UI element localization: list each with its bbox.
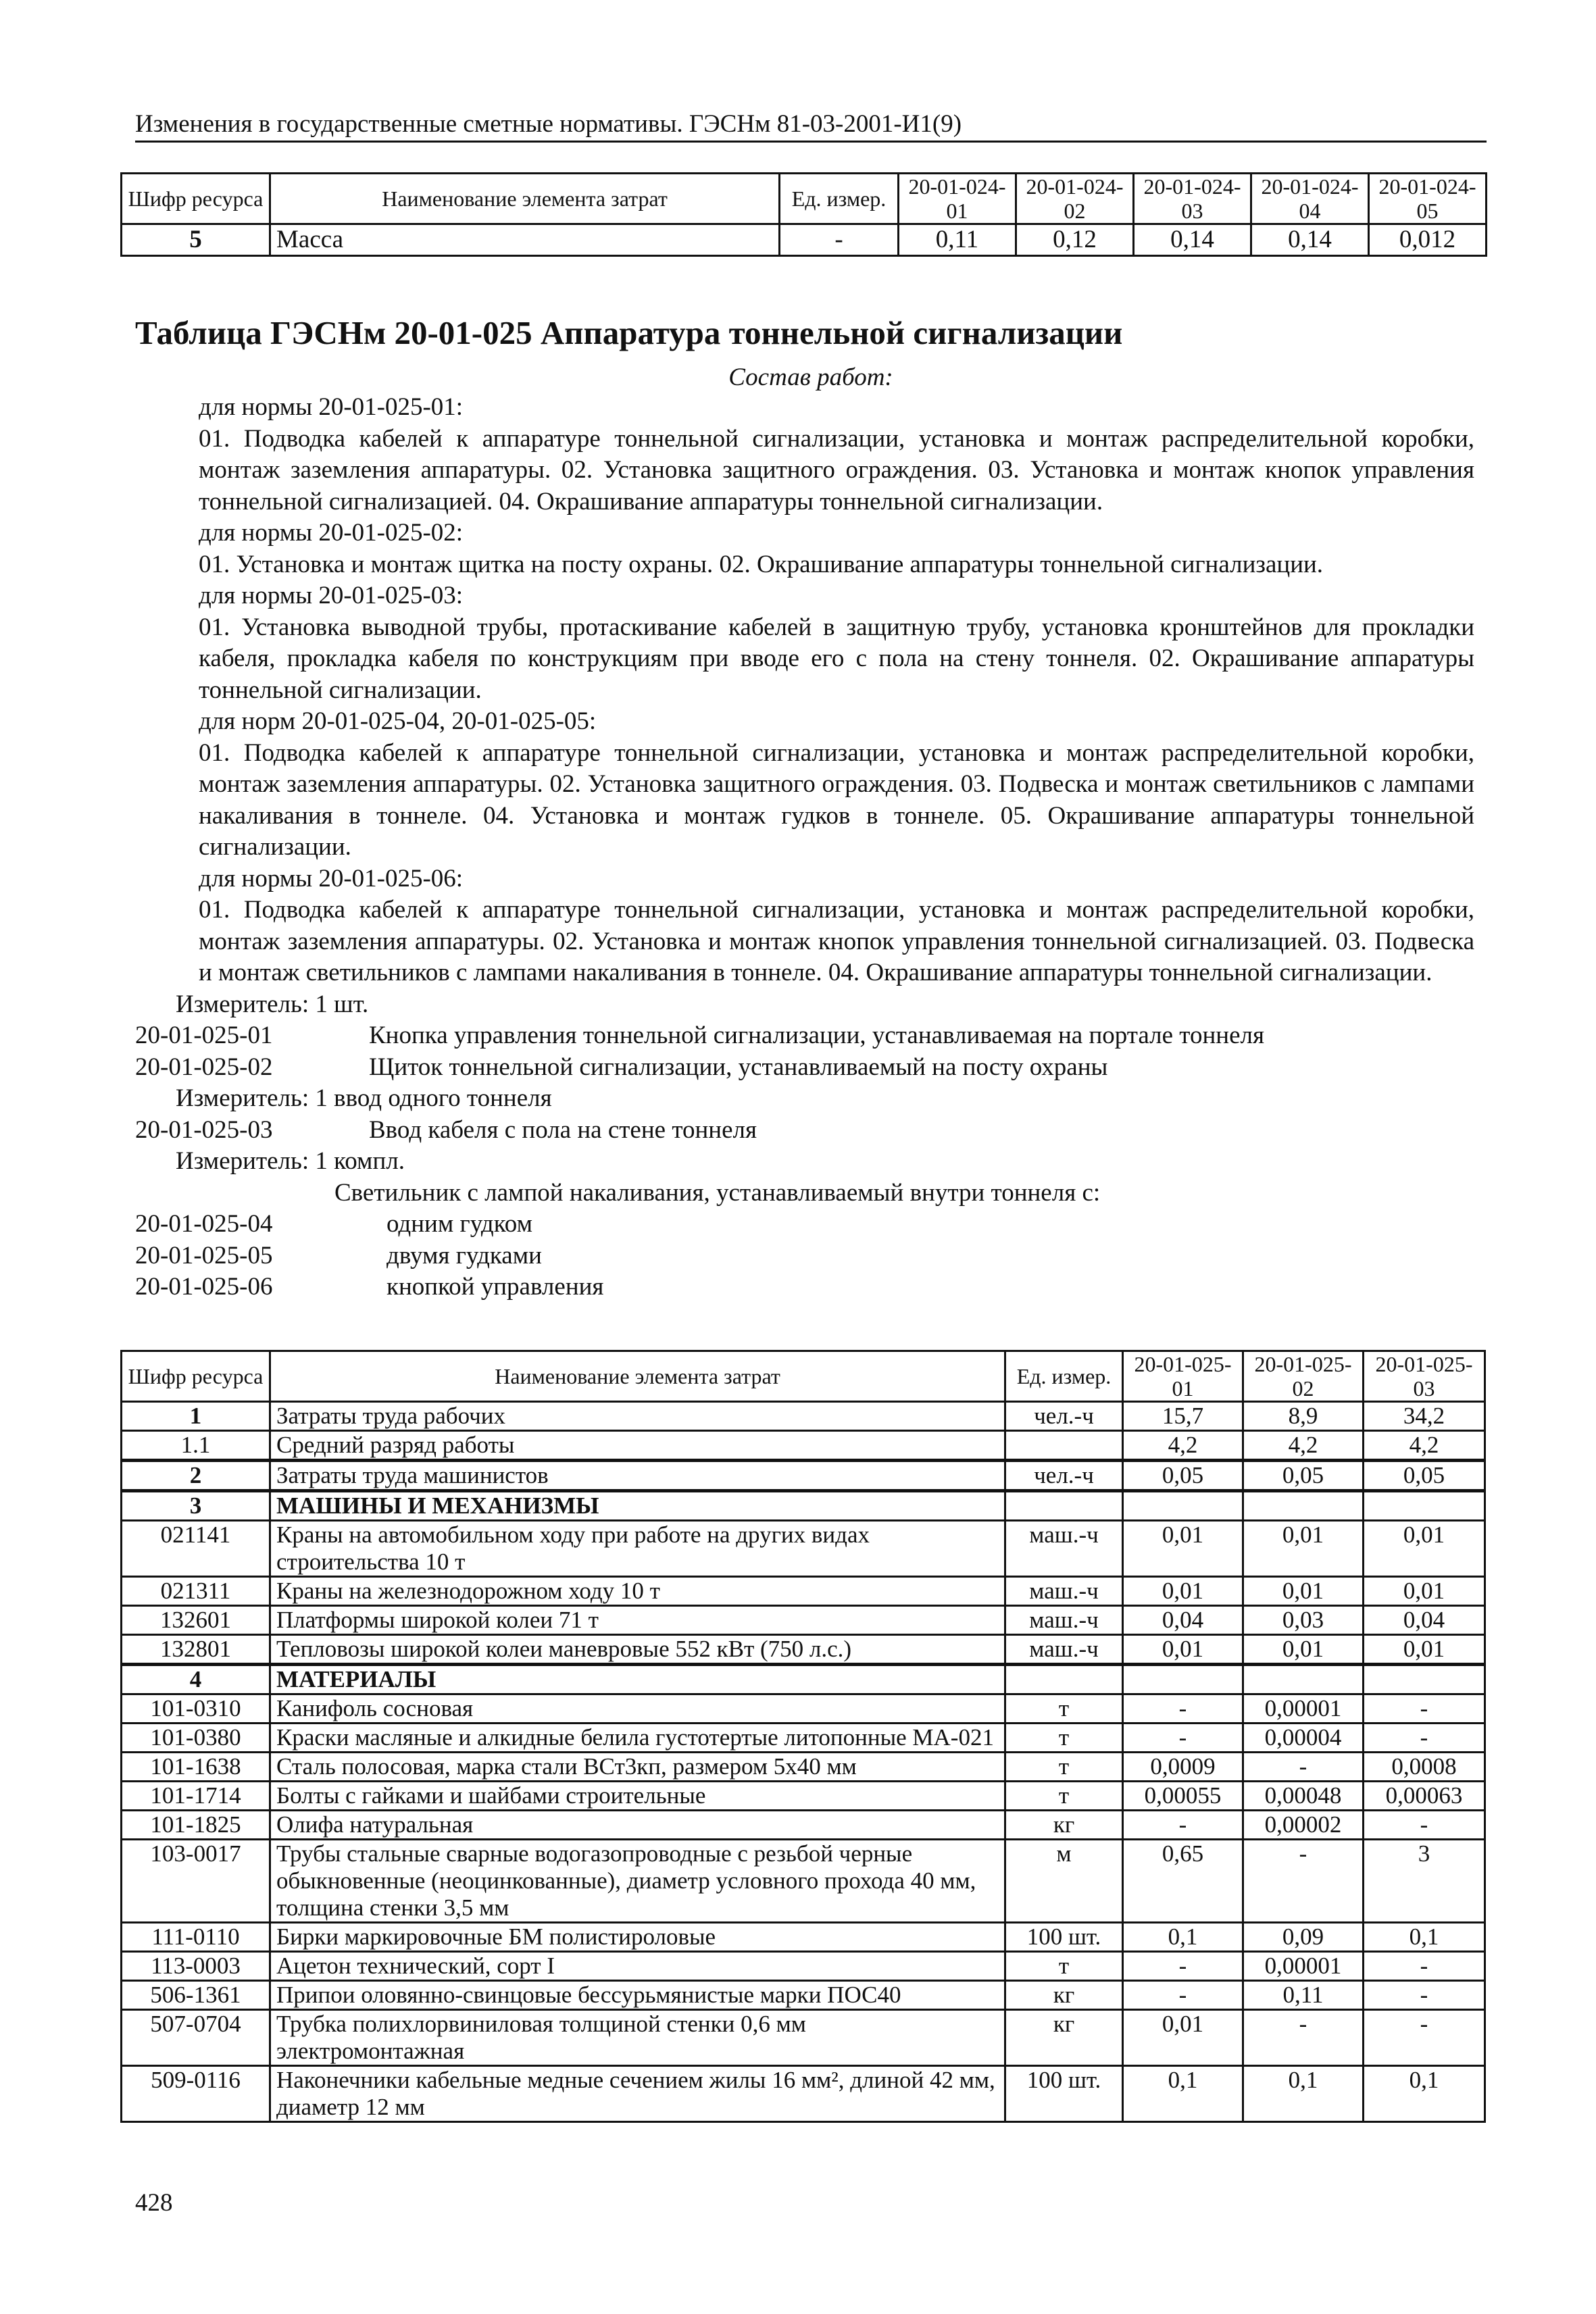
cell-name: Ацетон технический, сорт I [270, 1952, 1005, 1981]
table-title: Таблица ГЭСНм 20-01-025 Аппаратура тоннельной сигнализации [135, 314, 1123, 351]
cell-code: 132601 [122, 1606, 270, 1635]
cell-unit: 100 шт. [1005, 1923, 1123, 1952]
section-subtitle: Состав работ: [728, 363, 893, 391]
work-description: 01. Подводка кабелей к аппаратуре тоннельной сигнализации, установка и монтаж распределительной коробки, монтаж заземления аппаратуры. 02. Установка защитного ограждения. 03. Подвеска и монтаж светильников с лампами накаливания в тоннеле. 04. Установка и монтаж гудков в тоннеле. 05. Окрашивание аппаратуры тоннельной сигнализации. [199, 738, 1474, 861]
norm-code: 20-01-025-06 [135, 1273, 273, 1301]
table-row [122, 1635, 1485, 1665]
table-header-row [122, 1351, 1485, 1402]
cell-value [1364, 1491, 1485, 1521]
cell-code: 113-0003 [122, 1952, 270, 1981]
cell-name: Платформы широкой колеи 71 т [270, 1606, 1005, 1635]
cell-value: - [1123, 1952, 1243, 1981]
cell-unit: т [1005, 1952, 1123, 1981]
cell-unit: маш.-ч [1005, 1577, 1123, 1606]
cell-value: 0,01 [1123, 1521, 1243, 1577]
measure-unit: Измеритель: 1 компл. [176, 1147, 405, 1175]
norm-item [135, 1020, 1474, 1052]
table-row [122, 224, 1487, 256]
table-row [122, 1461, 1485, 1491]
table-row [122, 2010, 1485, 2066]
cell-value: 0,0008 [1364, 1753, 1485, 1782]
header-col: 20-01-024-05 [1369, 174, 1487, 224]
cell-value: 0,1 [1243, 2066, 1364, 2122]
cell-code: 507-0704 [122, 2010, 270, 2066]
cell-value [1364, 1665, 1485, 1694]
cell-value: 0,00001 [1243, 1694, 1364, 1724]
cell-name: Канифоль сосновая [270, 1694, 1005, 1724]
cell-value: 8,9 [1243, 1402, 1364, 1431]
cell-name: Краски масляные и алкидные белила густотертые литопонные МА-021 [270, 1724, 1005, 1753]
cell-value: 0,12 [1016, 224, 1134, 256]
cell-name: Трубка полихлорвиниловая толщиной стенки 0,6 мм электромонтажная [270, 2010, 1005, 2066]
norm-name: одним гудком [386, 1210, 533, 1238]
table-row [122, 1753, 1485, 1782]
norm-item [135, 1272, 1474, 1303]
cell-value: 0,04 [1364, 1606, 1485, 1635]
cell-value: 0,05 [1364, 1461, 1485, 1491]
cell-unit: м [1005, 1840, 1123, 1923]
cell-code: 021141 [122, 1521, 270, 1577]
cell-value: 0,11 [1243, 1981, 1364, 2010]
cell-value: 0,11 [899, 224, 1016, 256]
cell-value: - [1123, 1694, 1243, 1724]
cell-value: 0,1 [1123, 1923, 1243, 1952]
cell-name: Трубы стальные сварные водогазопроводные с резьбой черные обыкновенные (неоцинкованные), диаметр условного прохода 40 мм, толщина стенки 3,5 мм [270, 1840, 1005, 1923]
cell-code: 4 [122, 1665, 270, 1694]
cell-value: 0,012 [1369, 224, 1487, 256]
cell-value: 0,01 [1364, 1635, 1485, 1665]
cell-name: Наконечники кабельные медные сечением жилы 16 мм², длиной 42 мм, диаметр 12 мм [270, 2066, 1005, 2122]
cell-value: 15,7 [1123, 1402, 1243, 1431]
cell-value: 0,1 [1364, 2066, 1485, 2122]
lamp-intro: Светильник с лампой накаливания, устанавливаемый внутри тоннеля с: [334, 1178, 1101, 1207]
cell-value: 0,14 [1251, 224, 1369, 256]
cell-value: 34,2 [1364, 1402, 1485, 1431]
header-code: Шифр ресурса [122, 174, 270, 224]
cell-value: 0,1 [1364, 1923, 1485, 1952]
norm-code: 20-01-025-04 [135, 1210, 273, 1238]
cell-code: 101-1825 [122, 1811, 270, 1840]
header-col: 20-01-024-02 [1016, 174, 1134, 224]
measure-unit: Измеритель: 1 ввод одного тоннеля [176, 1084, 552, 1112]
header-col: 20-01-025-03 [1364, 1351, 1485, 1402]
cell-value: 0,00002 [1243, 1811, 1364, 1840]
page-number: 428 [135, 2189, 173, 2217]
norm-item [135, 1240, 1474, 1272]
cell-value: 0,05 [1243, 1461, 1364, 1491]
header-col: 20-01-024-03 [1134, 174, 1251, 224]
cell-unit: т [1005, 1753, 1123, 1782]
table-header-row [122, 174, 1487, 224]
cell-value: 0,01 [1243, 1635, 1364, 1665]
cell-name: Олифа натуральная [270, 1811, 1005, 1840]
cell-value: - [1123, 1981, 1243, 2010]
header-col: 20-01-024-01 [899, 174, 1016, 224]
cell-value: - [1243, 2010, 1364, 2066]
cell-name: Затраты труда машинистов [270, 1461, 1005, 1491]
header-name: Наименование элемента затрат [270, 174, 780, 224]
cell-name: Тепловозы широкой колеи маневровые 552 кВт (750 л.с.) [270, 1635, 1005, 1665]
cell-value: - [1243, 1840, 1364, 1923]
cell-value: 0,01 [1123, 1635, 1243, 1665]
table-row [122, 1811, 1485, 1840]
cell-code: 1.1 [122, 1431, 270, 1461]
header-unit: Ед. измер. [1005, 1351, 1123, 1402]
header-col: 20-01-025-02 [1243, 1351, 1364, 1402]
resource-table [120, 1350, 1486, 2123]
cell-name: Краны на автомобильном ходу при работе на других видах строительства 10 т [270, 1521, 1005, 1577]
cell-value: - [1364, 1811, 1485, 1840]
cell-value: 0,04 [1123, 1606, 1243, 1635]
table-row [122, 1665, 1485, 1694]
table-row [122, 1402, 1485, 1431]
table-row [122, 2066, 1485, 2122]
cell-name: Припои оловянно-свинцовые бессурьмянистые марки ПОС40 [270, 1981, 1005, 2010]
cell-unit: чел.-ч [1005, 1461, 1123, 1491]
cell-value: 0,00048 [1243, 1782, 1364, 1811]
cell-unit [1005, 1665, 1123, 1694]
work-description: 01. Подводка кабелей к аппаратуре тоннельной сигнализации, установка и монтаж распределительной коробки, монтаж заземления аппаратуры. 02. Установка и монтаж кнопок управления тоннельной сигнализацией. 03. Подвеска и монтаж светильников с лампами накаливания в тоннеле. 04. Окрашивание аппаратуры тоннельной сигнализации. [199, 896, 1474, 986]
cell-value: 4,2 [1243, 1431, 1364, 1461]
norm-name: Ввод кабеля с пола на стене тоннеля [369, 1115, 757, 1144]
cell-unit: кг [1005, 1811, 1123, 1840]
previous-table [120, 172, 1487, 257]
cell-value: 0,00055 [1123, 1782, 1243, 1811]
cell-value: - [1364, 1952, 1485, 1981]
cell-value [1123, 1491, 1243, 1521]
cell-unit: маш.-ч [1005, 1606, 1123, 1635]
cell-value: 0,01 [1364, 1577, 1485, 1606]
cell-value: 4,2 [1364, 1431, 1485, 1461]
table-row [122, 1952, 1485, 1981]
cell-code: 103-0017 [122, 1840, 270, 1923]
cell-value: - [1243, 1753, 1364, 1782]
cell-value [1123, 1665, 1243, 1694]
cell-unit: маш.-ч [1005, 1635, 1123, 1665]
cell-name: Средний разряд работы [270, 1431, 1005, 1461]
cell-value: 0,0009 [1123, 1753, 1243, 1782]
norm-item [135, 1209, 1474, 1240]
table-row [122, 1840, 1485, 1923]
cell-code: 509-0116 [122, 2066, 270, 2122]
cell-unit: т [1005, 1724, 1123, 1753]
cell-value: 0,1 [1123, 2066, 1243, 2122]
norm-item [135, 1052, 1474, 1084]
norm-name: Щиток тоннельной сигнализации, устанавливаемый на посту охраны [369, 1053, 1108, 1081]
table-row [122, 1521, 1485, 1577]
norm-label: для нормы 20-01-025-02: [199, 519, 464, 547]
work-composition [135, 392, 1474, 1303]
cell-name: МАШИНЫ И МЕХАНИЗМЫ [270, 1491, 1005, 1521]
cell-value: - [1123, 1811, 1243, 1840]
cell-value: 0,01 [1243, 1521, 1364, 1577]
measure-unit: Измеритель: 1 шт. [176, 990, 369, 1018]
norm-label: для норм 20-01-025-04, 20-01-025-05: [199, 707, 597, 735]
norm-name: кнопкой управления [386, 1273, 604, 1301]
norm-label: для нормы 20-01-025-01: [199, 393, 464, 421]
work-description: 01. Установка выводной трубы, протаскивание кабелей в защитную трубу, установка кронштейнов для прокладки кабеля, прокладка кабеля по конструкциям при вводе его с пола на стену тоннеля. 02. Окрашивание аппаратуры тоннельной сигнализации. [199, 613, 1474, 704]
cell-value: - [1364, 1724, 1485, 1753]
cell-code: 5 [122, 224, 270, 256]
table-row [122, 1577, 1485, 1606]
work-description: 01. Установка и монтаж щитка на посту охраны. 02. Окрашивание аппаратуры тоннельной сигнализации. [199, 550, 1324, 578]
cell-name: Затраты труда рабочих [270, 1402, 1005, 1431]
table-row [122, 1431, 1485, 1461]
cell-code: 3 [122, 1491, 270, 1521]
cell-value: 0,01 [1364, 1521, 1485, 1577]
norm-label: для нормы 20-01-025-06: [199, 864, 464, 892]
cell-unit: кг [1005, 2010, 1123, 2066]
cell-value [1243, 1491, 1364, 1521]
table-row [122, 1981, 1485, 2010]
cell-value: 0,05 [1123, 1461, 1243, 1491]
cell-value: - [1123, 1724, 1243, 1753]
cell-value: 0,09 [1243, 1923, 1364, 1952]
cell-code: 101-1638 [122, 1753, 270, 1782]
cell-name: Бирки маркировочные БМ полистироловые [270, 1923, 1005, 1952]
table-row [122, 1724, 1485, 1753]
cell-code: 101-0380 [122, 1724, 270, 1753]
cell-unit [1005, 1431, 1123, 1461]
cell-value: 0,01 [1123, 1577, 1243, 1606]
table-row [122, 1782, 1485, 1811]
norm-item [135, 1115, 1474, 1147]
norm-code: 20-01-025-01 [135, 1022, 273, 1049]
cell-value: - [1364, 2010, 1485, 2066]
cell-value: 0,00063 [1364, 1782, 1485, 1811]
header-name: Наименование элемента затрат [270, 1351, 1005, 1402]
cell-unit: т [1005, 1782, 1123, 1811]
cell-value [1243, 1665, 1364, 1694]
cell-value: 0,14 [1134, 224, 1251, 256]
norm-code: 20-01-025-05 [135, 1241, 273, 1269]
cell-unit [1005, 1491, 1123, 1521]
cell-code: 101-1714 [122, 1782, 270, 1811]
table-row [122, 1694, 1485, 1724]
cell-unit: кг [1005, 1981, 1123, 2010]
work-description: 01. Подводка кабелей к аппаратуре тоннельной сигнализации, установка и монтаж распределительной коробки, монтаж заземления аппаратуры. 02. Установка защитного ограждения. 03. Установка и монтаж кнопок управления тоннельной сигнализацией. 04. Окрашивание аппаратуры тоннельной сигнализации. [199, 424, 1474, 515]
cell-unit: чел.-ч [1005, 1402, 1123, 1431]
cell-unit: 100 шт. [1005, 2066, 1123, 2122]
cell-code: 021311 [122, 1577, 270, 1606]
header-col: 20-01-025-01 [1123, 1351, 1243, 1402]
norm-code: 20-01-025-02 [135, 1053, 273, 1081]
cell-unit: т [1005, 1694, 1123, 1724]
header-code: Шифр ресурса [122, 1351, 270, 1402]
cell-value: 0,01 [1123, 2010, 1243, 2066]
cell-unit: маш.-ч [1005, 1521, 1123, 1577]
cell-value: 0,03 [1243, 1606, 1364, 1635]
cell-code: 506-1361 [122, 1981, 270, 2010]
norm-name: двумя гудками [386, 1241, 542, 1269]
cell-code: 132801 [122, 1635, 270, 1665]
norm-label: для нормы 20-01-025-03: [199, 582, 464, 609]
cell-value: 0,00001 [1243, 1952, 1364, 1981]
cell-value: 0,01 [1243, 1577, 1364, 1606]
cell-code: 1 [122, 1402, 270, 1431]
cell-value: - [1364, 1981, 1485, 2010]
header-col: 20-01-024-04 [1251, 174, 1369, 224]
cell-code: 2 [122, 1461, 270, 1491]
cell-name: Масса [270, 224, 780, 256]
cell-name: МАТЕРИАЛЫ [270, 1665, 1005, 1694]
table-row [122, 1491, 1485, 1521]
cell-name: Краны на железнодорожном ходу 10 т [270, 1577, 1005, 1606]
cell-value: 0,65 [1123, 1840, 1243, 1923]
norm-name: Кнопка управления тоннельной сигнализации, устанавливаемая на портале тоннеля [369, 1022, 1264, 1049]
cell-value: 0,00004 [1243, 1724, 1364, 1753]
cell-value: - [1364, 1694, 1485, 1724]
table-row [122, 1606, 1485, 1635]
header-unit: Ед. измер. [780, 174, 899, 224]
cell-value: 3 [1364, 1840, 1485, 1923]
cell-unit: - [780, 224, 899, 256]
cell-code: 111-0110 [122, 1923, 270, 1952]
cell-name: Сталь полосовая, марка стали ВСт3кп, размером 5х40 мм [270, 1753, 1005, 1782]
running-header: Изменения в государственные сметные нормативы. ГЭСНм 81-03-2001-И1(9) [135, 108, 1487, 143]
cell-code: 101-0310 [122, 1694, 270, 1724]
cell-name: Болты с гайками и шайбами строительные [270, 1782, 1005, 1811]
table-row [122, 1923, 1485, 1952]
norm-code: 20-01-025-03 [135, 1115, 273, 1144]
cell-value: 4,2 [1123, 1431, 1243, 1461]
